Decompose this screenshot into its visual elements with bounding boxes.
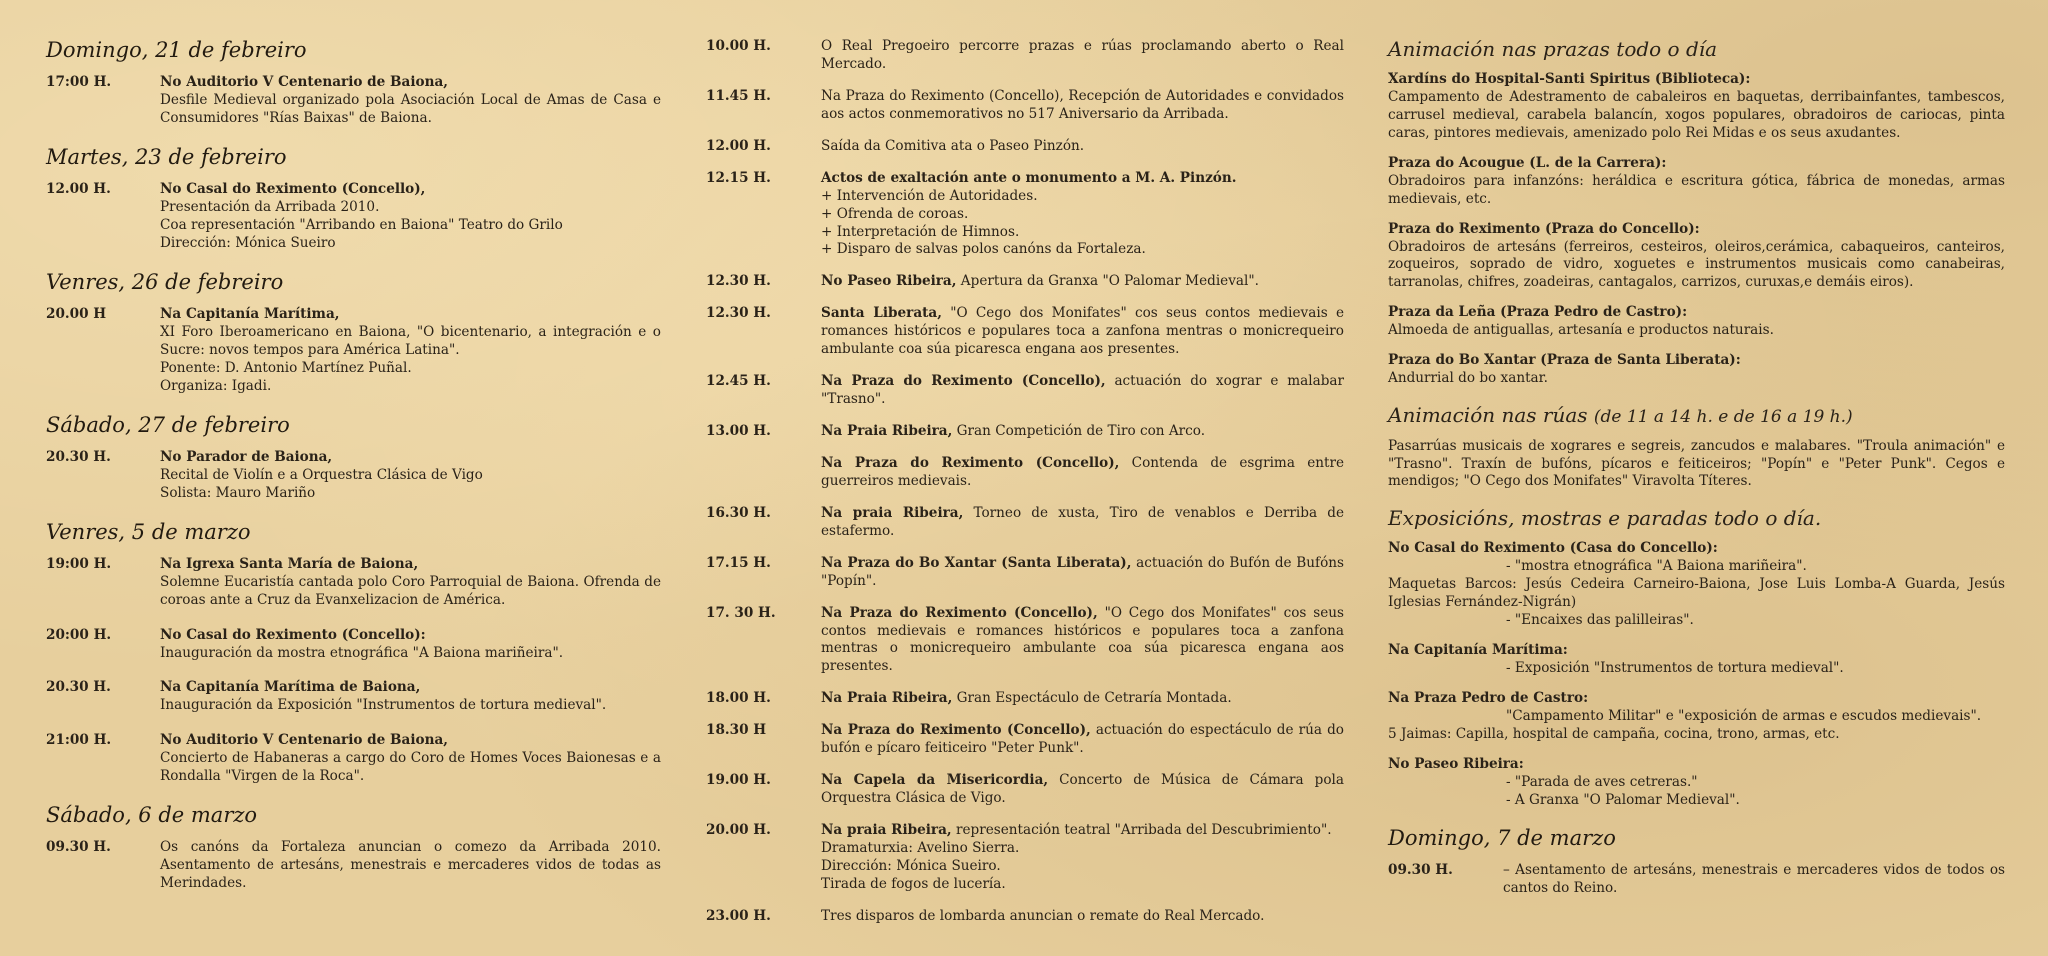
place-title: Praza do Bo Xantar (Praza de Santa Liberata): xyxy=(1388,352,1741,369)
event-venue: Na Praza do Reximento (Concello), xyxy=(821,604,1098,621)
section-heading: Exposicións, mostras e paradas todo o día. xyxy=(1388,506,1822,531)
event-venue: Na Praia Ribeira, xyxy=(821,690,953,707)
section-animacion-prazas xyxy=(1388,38,2005,388)
place-text: Andurrial do bo xantar. xyxy=(1388,370,1548,387)
event-time: 21:00 H. xyxy=(46,732,112,749)
event-time: 20.00 H xyxy=(46,305,107,322)
event-body xyxy=(160,679,661,715)
event xyxy=(706,908,1344,926)
event-body xyxy=(821,273,1344,291)
event-body xyxy=(821,822,1344,894)
column-3 xyxy=(1388,38,2005,914)
expo-line: - "Parada de aves cetreras." xyxy=(1506,773,1698,790)
event-text: Concerto de Música de Cámara pola Orquestra Clásica de Vigo. xyxy=(821,772,1344,807)
event-venue: Na Igrexa Santa María de Baiona, xyxy=(160,555,419,572)
event-venue: Na praia Ribeira, xyxy=(821,504,964,521)
event-text: Saída da Comitiva ata o Paseo Pinzón. xyxy=(821,137,1085,154)
event-venue: Na Praza do Reximento (Concello), xyxy=(821,722,1091,739)
event-line: Recital de Violín e a Orquestra Clásica de Vigo xyxy=(160,466,483,483)
event-venue: No Casal do Reximento (Concello): xyxy=(160,626,426,643)
event-body xyxy=(821,908,1344,926)
event-time: 11.45 H. xyxy=(706,87,771,104)
event-body xyxy=(821,38,1344,74)
day-heading: Martes, 23 de febreiro xyxy=(46,144,287,169)
event-line: Ponente: D. Antonio Martínez Puñal. xyxy=(160,359,412,376)
event xyxy=(706,722,1344,758)
event-time: 19.00 H. xyxy=(706,772,771,789)
event xyxy=(706,772,1344,808)
event-text: Na Praza do Reximento (Concello), Recepción de Autoridades e convidados aos actos conmemorativos no 517 Aniversario da Arribada. xyxy=(821,87,1344,122)
event-body xyxy=(821,305,1344,359)
event-body xyxy=(821,373,1344,409)
expo-title: No Paseo Ribeira: xyxy=(1388,755,1524,772)
event-venue: No Auditorio V Centenario de Baiona, xyxy=(160,732,449,749)
expo-entry xyxy=(1388,690,2005,744)
place-title: Praza da Leña (Praza Pedro de Castro): xyxy=(1388,304,1688,321)
event-main xyxy=(821,772,1344,808)
section-animacion-ruas xyxy=(1388,404,2005,491)
expo-title: Na Capitanía Marítima: xyxy=(1388,642,1568,659)
event-venue: Na Praza do Bo Xantar (Santa Liberata), xyxy=(821,554,1132,571)
event-venue: Na Capitanía Marítima, xyxy=(160,305,340,322)
event-venue: Santa Liberata, xyxy=(821,305,942,322)
event-body xyxy=(821,722,1344,758)
event-venue: No Paseo Ribeira, xyxy=(821,273,957,290)
event-line: Organiza: Igadi. xyxy=(160,377,272,394)
event xyxy=(1388,862,2005,898)
event-main xyxy=(821,38,1344,74)
place-entry xyxy=(1388,304,2005,340)
event-time: 20:00 H. xyxy=(46,626,112,643)
event-body xyxy=(821,455,1344,491)
event-time: 09.30 H. xyxy=(46,839,111,856)
event xyxy=(46,732,661,786)
event-body xyxy=(160,556,661,610)
section-heading xyxy=(1388,404,2005,428)
event-time: 12.15 H. xyxy=(706,169,771,186)
event-line: Os canóns da Fortaleza anuncian o comezo da Arribada 2010. Asentamento de artesáns, menestrais e mercaderes vidos de todas as Merindades. xyxy=(160,839,661,892)
col1-days xyxy=(46,38,661,893)
event-body xyxy=(160,627,661,663)
event-venue: Na Praza do Reximento (Concello), xyxy=(821,454,1120,471)
expo-entry xyxy=(1388,756,2005,810)
event-line: Inauguración da Exposición "Instrumentos de tortura medieval". xyxy=(160,697,607,714)
event-body xyxy=(160,449,661,503)
event-time: 20.30 H. xyxy=(46,448,111,465)
event-time: 20.30 H. xyxy=(46,679,111,696)
event-text: actuación do xograr e malabar "Trasno". xyxy=(821,373,1344,408)
event-main xyxy=(821,273,1344,291)
section-exposicions xyxy=(1388,507,2005,809)
event-main xyxy=(821,908,1344,926)
event-body xyxy=(821,423,1344,441)
event-body xyxy=(821,138,1344,156)
event-line: + Disparo de salvas polos canóns da Fortaleza. xyxy=(821,241,1146,258)
event-text: Apertura da Granxa "O Palomar Medieval". xyxy=(956,273,1259,290)
expo-line: "Campamento Militar" e "exposición de armas e escudos medievais". xyxy=(1506,707,1982,724)
section-heading-hours: (de 11 a 14 h. e de 16 a 19 h.) xyxy=(1593,407,1853,428)
event xyxy=(706,38,1344,74)
event-line: Inauguración da mostra etnográfica "A Baiona mariñeira". xyxy=(160,644,564,661)
event-line: XI Foro Iberoamericano en Baiona, "O bicentenario, a integración e o Sucre: novos tempos para América Latina". xyxy=(160,323,661,358)
event-main xyxy=(821,505,1344,541)
event-time: 09.30 H. xyxy=(1388,861,1453,878)
event-time: 18.00 H. xyxy=(706,690,771,707)
event-main xyxy=(821,373,1344,409)
day-section xyxy=(46,520,661,787)
event xyxy=(706,605,1344,677)
event-body xyxy=(821,772,1344,808)
event-main xyxy=(821,305,1344,359)
event-main xyxy=(821,605,1344,677)
event-body xyxy=(160,732,661,786)
event-text: "O Cego dos Monifates" cos seus contos medievais e romances históricos e populares toca a zanfona mentras o monicrequeiro ambulante coa súa picaresca engana aos presentes. xyxy=(821,305,1344,358)
expo-entry xyxy=(1388,642,2005,678)
event-text: actuación do espectáculo de rúa do bufón e pícaro feiticeiro "Peter Punk". xyxy=(821,722,1344,757)
event-time: 17:00 H. xyxy=(46,74,112,91)
event xyxy=(46,839,661,893)
event xyxy=(706,273,1344,291)
event-main xyxy=(821,170,1344,188)
place-title: Xardíns do Hospital-Santi Spiritus (Biblioteca): xyxy=(1388,71,1751,87)
event-main xyxy=(821,555,1344,591)
event xyxy=(706,505,1344,541)
event-main xyxy=(821,822,1344,840)
event-time: 19:00 H. xyxy=(46,555,112,572)
event-body xyxy=(821,690,1344,708)
event xyxy=(706,305,1344,359)
event xyxy=(46,181,661,253)
event-time: 12.30 H. xyxy=(706,273,771,290)
expo-line: Maquetas Barcos: Jesús Cedeira Carneiro-Baiona, Jose Luis Lomba-A Guarda, Jesús Iglesias Fernández-Nigrán) xyxy=(1388,576,2005,611)
event-venue: Na Capitanía Marítima de Baiona, xyxy=(160,679,421,696)
event-text: Gran Espectáculo de Cetraría Montada. xyxy=(952,690,1232,707)
event-venue: No Parador de Baiona, xyxy=(160,448,333,465)
event-text: O Real Pregoeiro percorre prazas e rúas proclamando aberto o Real Mercado. xyxy=(821,38,1344,72)
event-time: 23.00 H. xyxy=(706,907,771,924)
event-venue: Na praia Ribeira, xyxy=(821,822,952,838)
event-line: Dirección: Mónica Sueiro. xyxy=(821,857,1001,874)
event-text: actuación do Bufón de Bufóns "Popín". xyxy=(821,554,1344,589)
event-time: 18.30 H xyxy=(706,722,767,739)
event xyxy=(706,88,1344,124)
day-heading: Venres, 5 de marzo xyxy=(46,519,251,544)
event xyxy=(46,74,661,128)
event-body xyxy=(160,839,661,893)
event-venue: Na Praia Ribeira, xyxy=(821,423,953,439)
expo-line: - "mostra etnográfica "A Baiona mariñeira". xyxy=(1506,558,1807,575)
event xyxy=(706,423,1344,441)
day-section xyxy=(46,145,661,253)
event-line: + Intervención de Autoridades. xyxy=(821,187,1038,204)
event xyxy=(706,138,1344,156)
expo-title: No Casal do Reximento (Casa do Concello): xyxy=(1388,540,1718,557)
day-heading: Sábado, 27 de febreiro xyxy=(46,412,290,437)
expo-line: - Exposición "Instrumentos de tortura medieval". xyxy=(1506,660,1844,677)
event-time: 20.00 H. xyxy=(706,822,771,838)
event-body xyxy=(160,181,661,253)
event xyxy=(706,690,1344,708)
event xyxy=(46,556,661,610)
exposicions-list xyxy=(1388,540,2005,809)
place-entry xyxy=(1388,221,2005,293)
event xyxy=(706,373,1344,409)
section-final-day xyxy=(1388,826,2005,898)
event-venue: Na Capela da Misericordia, xyxy=(821,772,1049,789)
column-1 xyxy=(46,38,661,910)
event-main xyxy=(821,722,1344,758)
event-time: 12.30 H. xyxy=(706,305,771,322)
section-heading: Animación nas prazas todo o día xyxy=(1388,37,1718,61)
event-body xyxy=(821,555,1344,591)
place-text: Almoeda de antiguallas, artesanía e productos naturais. xyxy=(1388,322,1774,339)
section-heading-main: Animación nas rúas xyxy=(1388,403,1588,428)
day-heading: Domingo, 21 de febreiro xyxy=(46,38,307,62)
event xyxy=(706,555,1344,591)
place-entry xyxy=(1388,352,2005,388)
event-main xyxy=(821,690,1344,708)
event-text: Contenda de esgrima entre guerreiros medievais. xyxy=(821,454,1344,489)
event-text: representación teatral "Arribada del Descubrimiento". xyxy=(951,822,1332,838)
event-time: 10.00 H. xyxy=(706,38,771,54)
places-list xyxy=(1388,71,2005,388)
event-time: 17. 30 H. xyxy=(706,604,776,621)
event-text: "O Cego dos Monifates" cos seus contos medievais e romances históricos e populares toca a zanfona mentras o monicrequeiro ambulante coa súa picaresca engana aos presentes. xyxy=(821,604,1344,675)
event xyxy=(46,306,661,396)
event-line: Concierto de Habaneras a cargo do Coro de Homes Voces Baionesas e a Rondalla "Virgen de la Roca". xyxy=(160,750,661,785)
event-body xyxy=(821,88,1344,124)
place-title: Praza do Reximento (Praza do Concello): xyxy=(1388,220,1700,237)
day-heading: Domingo, 7 de marzo xyxy=(1388,825,1616,850)
day-section xyxy=(46,270,661,396)
ruas-text: Pasarrúas musicais de xograres e segreis, zancudos e malabares. "Troula animación" e "Trasno". Traxín de bufóns, pícaros e feiticeiros; "Popín" e "Peter Punk". Cegos e mendigos; "O Cego dos Monifates" Viravolta Títeres. xyxy=(1388,437,2005,490)
event-body xyxy=(160,306,661,396)
event-venue: Actos de exaltación ante o monumento a M. A. Pinzón. xyxy=(821,169,1237,186)
event-text: Gran Competición de Tiro con Arco. xyxy=(952,423,1206,439)
day-heading: Sábado, 6 de marzo xyxy=(46,803,258,828)
event xyxy=(706,170,1344,260)
event-venue: No Auditorio V Centenario de Baiona, xyxy=(160,74,449,91)
event-time: 13.00 H. xyxy=(706,423,771,439)
event-text: Tres disparos de lombarda anuncian o remate do Real Mercado. xyxy=(821,907,1265,924)
place-text: Obradoiros de artesáns (ferreiros, cesteiros, oleiros,cerámica, cabaqueiros, canteiros, zoqueiros, soprado de vidro, xoguetes e instrumentos musicais como canabeiras, tarranolas, chifres, zoadeiras, cantagalos, carrizos, curuxas,e demáis eiros). xyxy=(1388,238,2005,291)
event-line: Desfile Medieval organizado pola Asociación Local de Amas de Casa e Consumidores "Rías Baixas" de Baiona. xyxy=(160,92,661,127)
col2-events xyxy=(706,38,1344,926)
expo-line: 5 Jaimas: Capilla, hospital de campaña, cocina, trono, armas, etc. xyxy=(1388,725,1840,742)
expo-entry xyxy=(1388,540,2005,630)
event xyxy=(46,449,661,503)
column-2 xyxy=(706,38,1344,940)
event-body xyxy=(821,170,1344,260)
event-line: Presentación da Arribada 2010. xyxy=(160,199,380,216)
place-entry xyxy=(1388,155,2005,209)
event-venue: No Casal do Reximento (Concello), xyxy=(160,181,426,198)
expo-line: - A Granxa "O Palomar Medieval". xyxy=(1506,791,1740,808)
place-text: Obradoiros para infanzóns: heráldica e escritura gótica, fábrica de monedas, armas medievais, etc. xyxy=(1388,172,2005,207)
expo-title: Na Praza Pedro de Castro: xyxy=(1388,689,1589,706)
event xyxy=(46,679,661,715)
event-line: Tirada de fogos de lucería. xyxy=(821,875,1006,892)
event-time xyxy=(706,455,821,491)
place-title: Praza do Acougue (L. de la Carrera): xyxy=(1388,154,1667,171)
event-line: Dramaturxia: Avelino Sierra. xyxy=(821,839,1020,856)
event-venue: Na Praza do Reximento (Concello), xyxy=(821,373,1106,390)
day-section xyxy=(46,803,661,893)
event-main xyxy=(821,423,1344,441)
day-section xyxy=(46,413,661,503)
event-main xyxy=(821,138,1344,156)
day-heading: Venres, 26 de febreiro xyxy=(46,269,284,294)
event-line: + Interpretación de Himnos. xyxy=(821,223,1020,240)
event xyxy=(706,455,1344,491)
event-time: 12.00 H. xyxy=(706,137,771,154)
event-line: Solemne Eucaristía cantada polo Coro Parroquial de Baiona. Ofrenda de coroas ante a Cruz da Evanxelizacion de América. xyxy=(160,573,661,608)
event-body xyxy=(821,605,1344,677)
event-line: Solista: Mauro Mariño xyxy=(160,484,316,501)
event-time: 12.00 H. xyxy=(46,181,111,198)
event-main xyxy=(821,88,1344,124)
place-entry xyxy=(1388,71,2005,143)
event-text: Torneo de xusta, Tiro de venablos e Derriba de estafermo. xyxy=(821,504,1344,539)
day-section xyxy=(46,38,661,128)
event-time: 17.15 H. xyxy=(706,554,771,571)
event xyxy=(706,822,1344,894)
event-main xyxy=(821,455,1344,491)
expo-line: - "Encaixes das palilleiras". xyxy=(1506,612,1694,629)
event-body xyxy=(821,505,1344,541)
event-time: 12.45 H. xyxy=(706,373,771,390)
event-time: 16.30 H. xyxy=(706,504,771,521)
event-line: Coa representación "Arribando en Baiona" Teatro do Grilo xyxy=(160,216,563,233)
event-line: + Ofrenda de coroas. xyxy=(821,205,969,222)
event-body xyxy=(160,74,661,128)
event xyxy=(46,627,661,663)
event-text: – Asentamento de artesáns, menestrais e mercaderes vidos de todos os cantos do Reino. xyxy=(1503,861,2005,896)
place-text: Campamento de Adestramento de cabaleiros en baquetas, derribainfantes, tambescos, carrusel medieval, carabela balancín, xogos populares, obradoiros de cariocas, pinta caras, pintores medievais, amenizado polo Rei Midas e os seus axudantes. xyxy=(1388,88,2005,141)
event-line: Dirección: Mónica Sueiro xyxy=(160,234,336,251)
